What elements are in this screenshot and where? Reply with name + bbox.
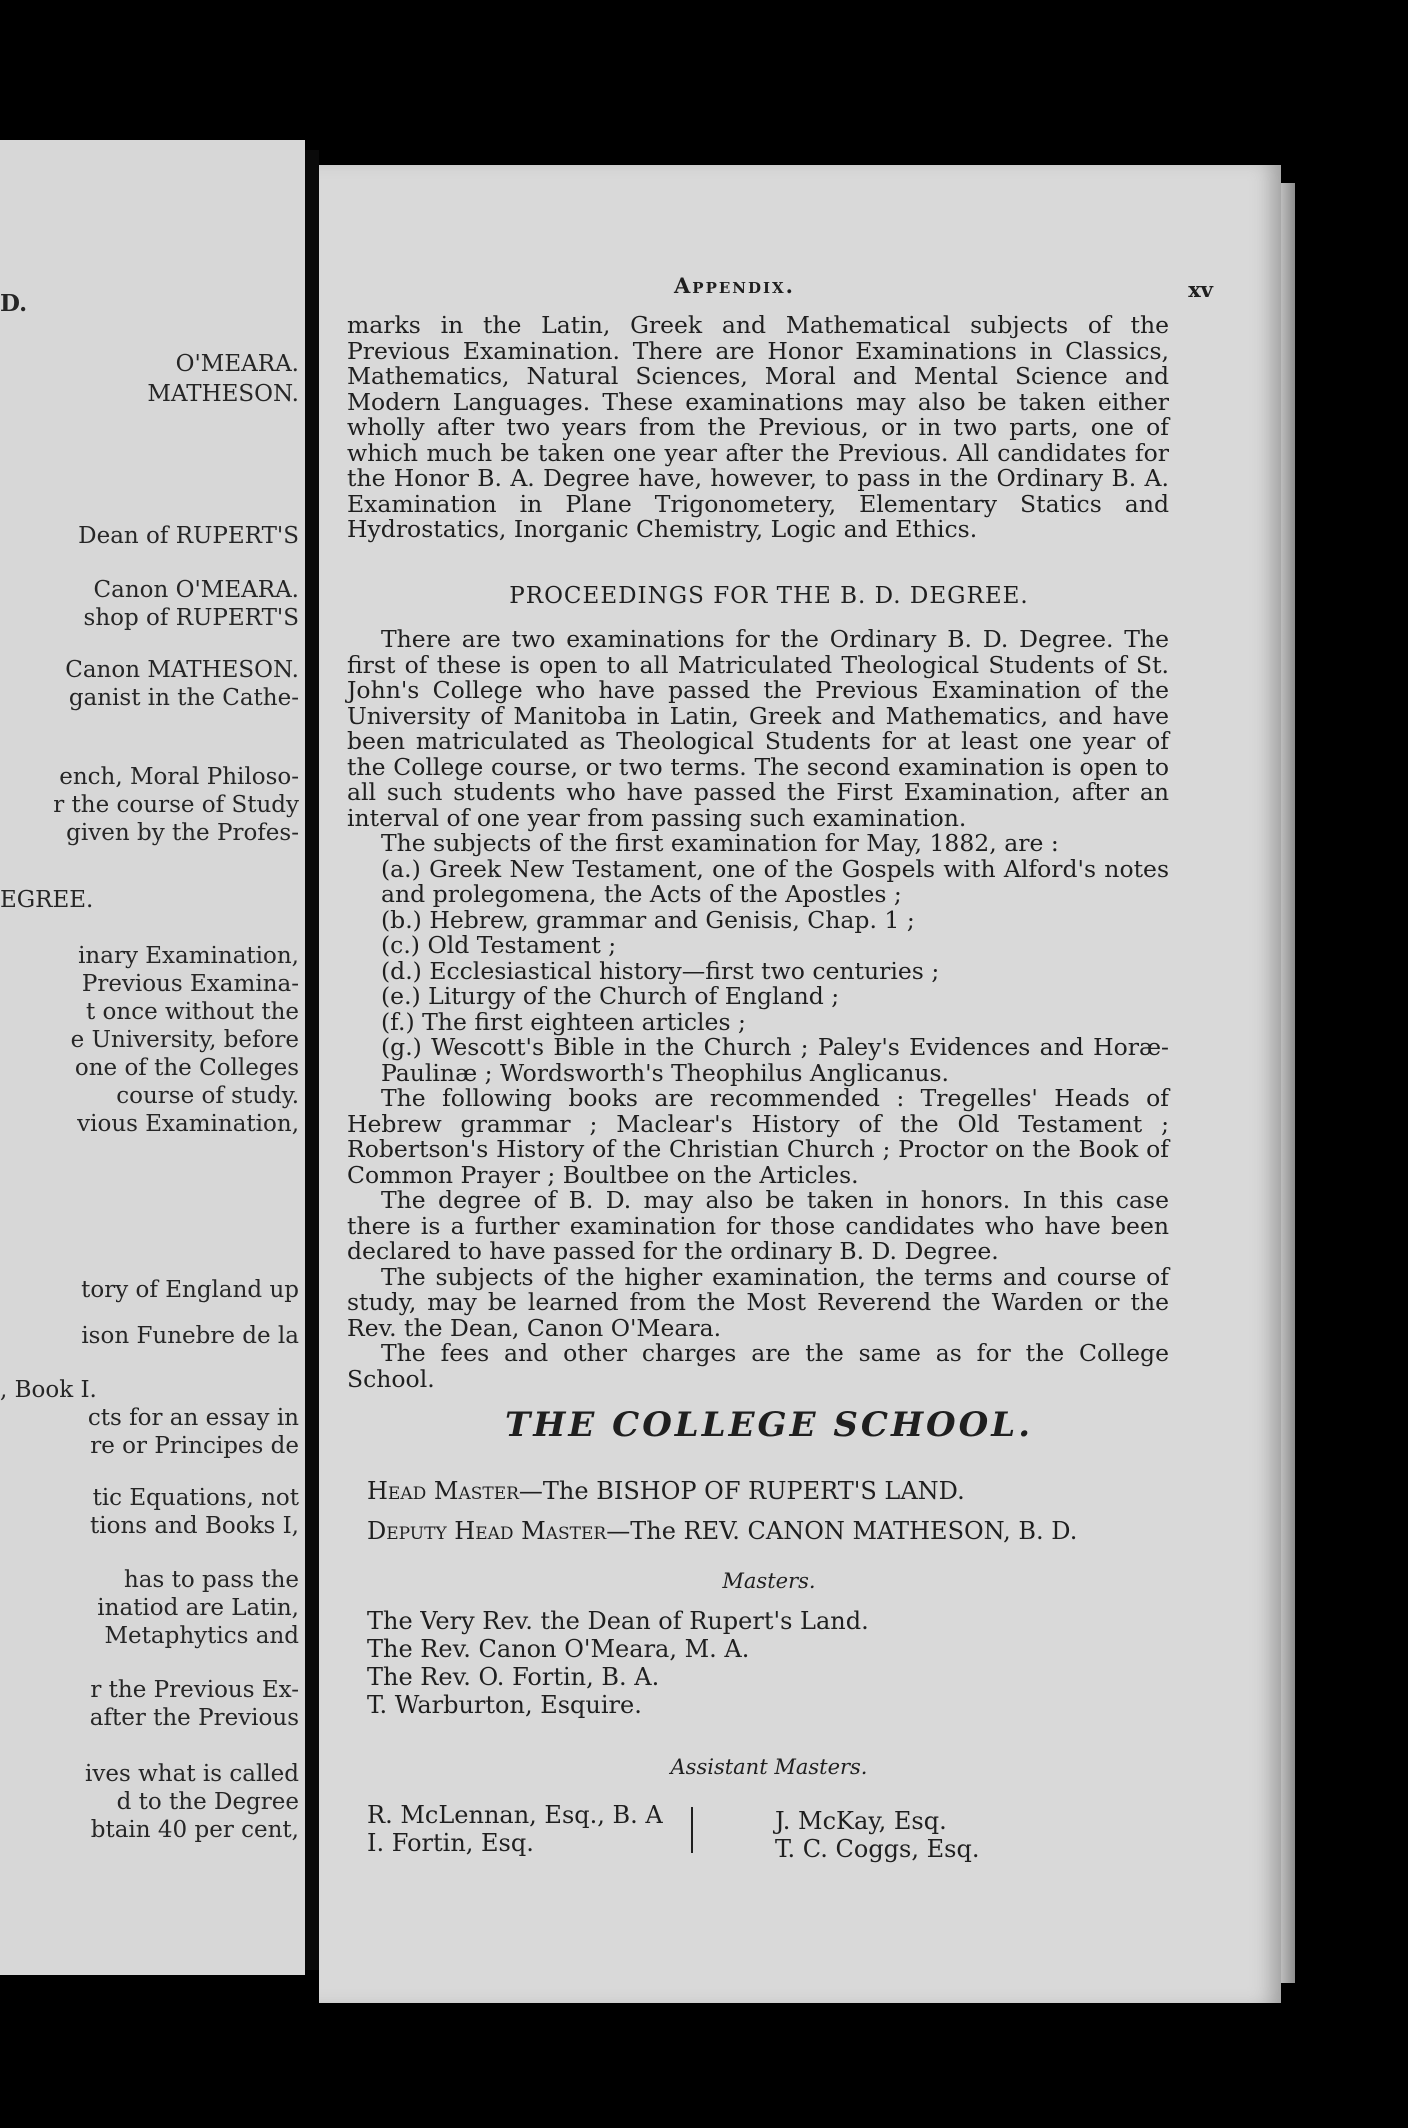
bd-paragraph: There are two examinations for the Ordinary B. D. Degree. The first of these is open to all Matriculated Theological Students of St. John's College who have passed the Previous Examination of the University of Manitoba in Latin, Greek and Mathematics, and have been matriculated as Theological Students for at least one year of the College course, or two terms. The second examination is open to all such students who have passed the First Examination, after an interval of one year from passing such examination. xyxy=(347,625,1169,832)
left-line: course of study. xyxy=(116,1083,299,1109)
left-line: one of the Colleges xyxy=(74,1055,299,1081)
subject-item: (d.) Ecclesiastical history—first two centuries ; xyxy=(381,956,940,985)
bd-section-body xyxy=(347,627,1169,1392)
intro-paragraph xyxy=(347,313,1169,543)
subject-item: (c.) Old Testament ; xyxy=(381,931,617,959)
left-line: ison Funebre de la xyxy=(81,1323,299,1349)
book-gutter xyxy=(305,150,319,1970)
left-line: has to pass the xyxy=(123,1567,299,1593)
running-header: Appendix. xyxy=(674,273,795,298)
left-line: D. xyxy=(0,290,28,317)
left-line: ives what is called xyxy=(85,1761,299,1787)
left-line: given by the Profes- xyxy=(66,820,299,846)
left-line: tions and Books I, xyxy=(90,1513,299,1539)
assistant-item: R. McLennan, Esq., B. A xyxy=(367,1801,663,1829)
left-line: inatiod are Latin, xyxy=(97,1595,299,1621)
master-item: T. Warburton, Esquire. xyxy=(367,1691,642,1719)
left-line: MATHESON. xyxy=(147,381,299,407)
subject-item: (e.) Liturgy of the Church of England ; xyxy=(381,982,840,1010)
left-line: cts for an essay in xyxy=(87,1405,299,1431)
left-line: EGREE. xyxy=(0,887,94,913)
left-line: after the Previous xyxy=(89,1705,299,1731)
masters-heading: Masters. xyxy=(722,1569,816,1593)
subject-item: (b.) Hebrew, grammar and Genisis, Chap. 1 ; xyxy=(381,905,915,934)
assistant-masters-heading: Assistant Masters. xyxy=(670,1755,868,1779)
left-line: re or Principes de xyxy=(90,1433,299,1459)
left-line: , Book I. xyxy=(0,1377,97,1403)
left-line: r the course of Study xyxy=(53,792,299,818)
subject-item: (f.) The first eighteen articles ; xyxy=(381,1007,746,1036)
left-line: Metaphytics and xyxy=(104,1623,299,1649)
column-divider xyxy=(691,1807,693,1853)
higher-paragraph: The subjects of the higher examination, the terms and course of study, may be learned from the Most Reverend the Warden or the Rev. the Dean, Canon O'Meara. xyxy=(347,1262,1169,1342)
master-item: The Rev. O. Fortin, B. A. xyxy=(367,1663,660,1691)
fees-paragraph: The fees and other charges are the same as for the College School. xyxy=(347,1339,1169,1393)
left-line: btain 40 per cent, xyxy=(90,1817,299,1843)
books-paragraph: The following books are recommended : Tregelles' Heads of Hebrew grammar ; Maclear's History of the Old Testament ; Robertson's History of the Christian Church ; Proctor on the Book of Common Prayer ; Boultbee on the Articles. xyxy=(347,1084,1169,1189)
head-master-name: —The BISHOP OF RUPERT'S LAND. xyxy=(518,1477,965,1505)
assistant-item: J. McKay, Esq. xyxy=(775,1807,947,1835)
page-edge xyxy=(1281,183,1295,1983)
left-line: O'MEARA. xyxy=(175,351,299,377)
honors-paragraph: The degree of B. D. may also be taken in honors. In this case there is a further examination for those candidates who have been declared to have passed for the ordinary B. D. Degree. xyxy=(347,1186,1169,1265)
deputy-label: Deputy Head Master xyxy=(367,1517,607,1545)
left-line: tory of England up xyxy=(81,1277,299,1303)
left-line: d to the Degree xyxy=(116,1789,299,1815)
right-page xyxy=(319,165,1281,2003)
left-line: r the Previous Ex- xyxy=(90,1677,299,1703)
left-line: Canon MATHESON. xyxy=(65,657,299,683)
college-school-title: THE COLLEGE SCHOOL. xyxy=(504,1405,1034,1445)
assistant-item: I. Fortin, Esq. xyxy=(367,1829,534,1857)
left-line: Dean of RUPERT'S xyxy=(78,523,299,549)
left-line: ganist in the Cathe- xyxy=(68,685,299,711)
assistant-masters-left xyxy=(367,1801,663,1857)
page-number: xv xyxy=(1188,277,1213,302)
head-master-line xyxy=(367,1477,965,1505)
left-line: e University, before xyxy=(70,1027,299,1053)
left-line: Canon O'MEARA. xyxy=(93,577,299,603)
left-line: tic Equations, not xyxy=(92,1485,299,1511)
left-line: Previous Examina- xyxy=(81,971,299,997)
intro-text: marks in the Latin, Greek and Mathematical subjects of the Previous Examination. There are Honor Examinations in Classics, Mathematics, Natural Sciences, Moral and Mental Science and Modern Languages. These examinations may also be taken either wholly after two years from the Previous, or in two parts, one of which much be taken one year after the Previous. All candidates for the Honor B. A. Degree have, however, to pass in the Ordinary B. A. Examination in Plane Trigonometery, Elementary Statics and Hydrostatics, Inorganic Chemistry, Logic and Ethics. xyxy=(347,311,1169,543)
bd-section-heading: PROCEEDINGS FOR THE B. D. DEGREE. xyxy=(509,583,1029,609)
left-line: inary Examination, xyxy=(78,943,299,969)
subject-item: (g.) Wescott's Bible in the Church ; Paley's Evidences and Horæ-Paulinæ ; Wordsworth's Theophilus Anglicanus. xyxy=(381,1033,1169,1087)
head-master-label: Head Master xyxy=(367,1477,519,1505)
master-item: The Very Rev. the Dean of Rupert's Land. xyxy=(367,1607,869,1635)
deputy-head-master-line xyxy=(367,1517,1077,1545)
assistant-masters-right xyxy=(775,1807,979,1863)
left-facing-page xyxy=(0,140,305,1975)
subjects-intro: The subjects of the first examination for May, 1882, are : xyxy=(381,829,1059,857)
master-item: The Rev. Canon O'Meara, M. A. xyxy=(367,1635,750,1663)
subject-item: (a.) Greek New Testament, one of the Gospels with Alford's notes and prolegomena, the Acts of the Apostles ; xyxy=(381,854,1169,908)
deputy-name: —The REV. CANON MATHESON, B. D. xyxy=(606,1517,1078,1545)
left-line: t once without the xyxy=(86,999,299,1025)
left-line: vious Examination, xyxy=(77,1111,299,1137)
left-line: shop of RUPERT'S xyxy=(83,605,299,631)
masters-list xyxy=(367,1607,869,1719)
left-line: ench, Moral Philoso- xyxy=(59,764,299,790)
assistant-item: T. C. Coggs, Esq. xyxy=(775,1835,980,1863)
